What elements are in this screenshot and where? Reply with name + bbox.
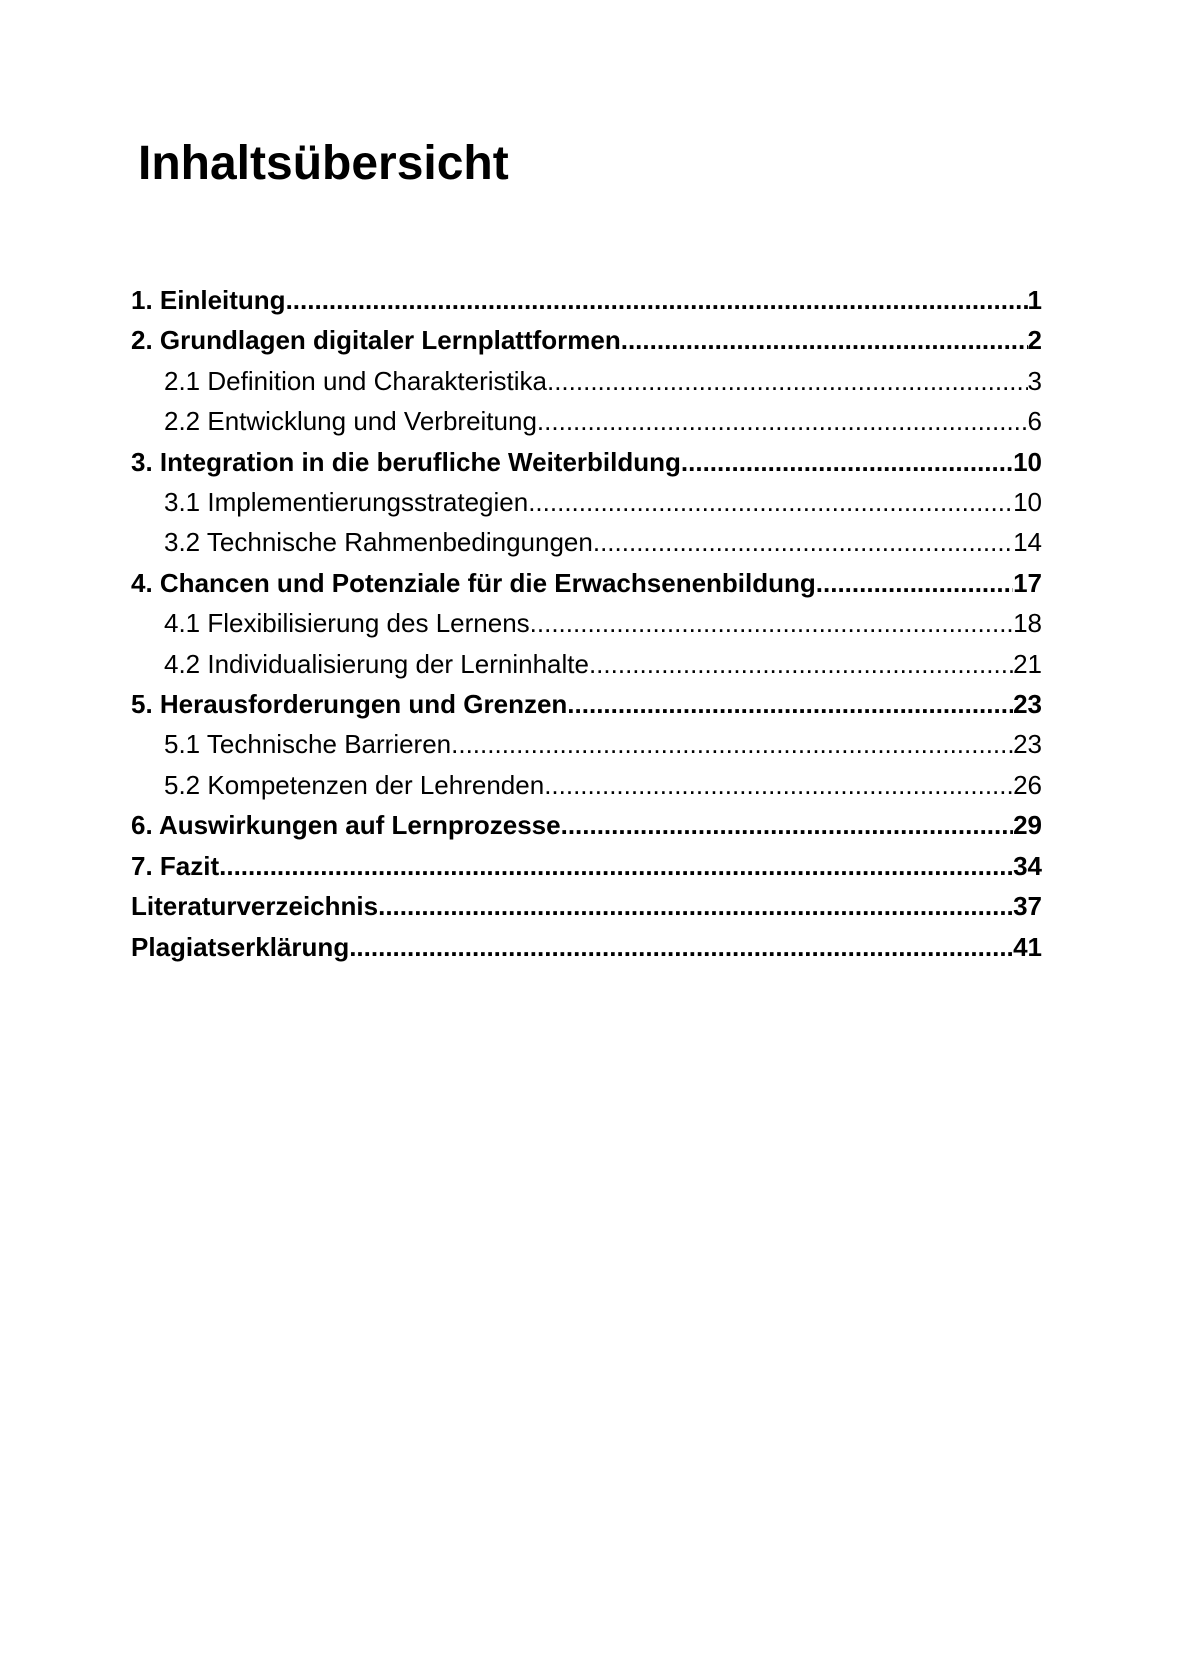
toc-leader-dots [219, 846, 1013, 886]
toc-entry-label: 2.1 Definition und Charakteristika [164, 365, 547, 396]
toc-leader-dots [593, 522, 1013, 562]
toc-leader-dots [537, 401, 1028, 441]
toc-leader-dots [567, 684, 1013, 724]
toc-entry-page: 17 [1013, 567, 1042, 598]
toc-entry [131, 361, 1042, 401]
toc-entry-label: 7. Fazit [131, 850, 220, 881]
toc-entry-page: 37 [1013, 891, 1042, 922]
toc-entry-label: 6. Auswirkungen auf Lernprozesse [131, 810, 561, 841]
toc-entry-label: Plagiatserklärung [131, 931, 350, 962]
toc-leader-dots [547, 361, 1028, 401]
toc-entry-label: 4. Chancen und Potenziale für die Erwachsenenbildung [131, 567, 816, 598]
toc-entry [131, 401, 1042, 441]
toc-entry [131, 724, 1042, 764]
toc-leader-dots [286, 280, 1028, 320]
toc-entry [131, 563, 1042, 603]
page-title: Inhaltsübersicht [138, 137, 509, 190]
toc-leader-dots [378, 886, 1013, 926]
toc-entry-label: 3. Integration in die berufliche Weiterbildung [131, 446, 681, 477]
toc-entry-page: 23 [1013, 729, 1042, 760]
toc-entry-page: 21 [1013, 648, 1042, 679]
toc-entry-label: 5. Herausforderungen und Grenzen [131, 689, 568, 720]
toc-leader-dots [681, 442, 1013, 482]
toc-entry-page: 29 [1013, 810, 1042, 841]
toc-entry [131, 644, 1042, 684]
toc-leader-dots [561, 805, 1013, 845]
toc-entry-page: 34 [1013, 850, 1042, 881]
toc-entry-label: Literaturverzeichnis [131, 891, 379, 922]
toc-entry-label: 2. Grundlagen digitaler Lernplattformen [131, 325, 621, 356]
toc-entry-label: 4.2 Individualisierung der Lerninhalte [164, 648, 589, 679]
toc-entry-label: 3.1 Implementierungsstrategien [164, 487, 529, 518]
toc-entry [131, 765, 1042, 805]
toc-entry-page: 1 [1027, 285, 1042, 315]
toc-entry-page: 26 [1013, 769, 1042, 800]
toc-entry-page: 10 [1013, 446, 1042, 477]
toc-entry-page: 14 [1013, 527, 1042, 558]
toc-entry [131, 442, 1042, 482]
toc-entry [131, 320, 1042, 360]
toc-leader-dots [349, 927, 1013, 967]
toc-entry [131, 886, 1042, 926]
toc-leader-dots [530, 603, 1013, 643]
toc-entry [131, 280, 1042, 320]
table-of-contents [131, 280, 1042, 967]
toc-leader-dots [589, 644, 1013, 684]
toc-entry-page: 2 [1027, 325, 1042, 356]
toc-entry [131, 603, 1042, 643]
toc-entry-label: 5.2 Kompetenzen der Lehrenden [164, 769, 545, 800]
toc-entry [131, 927, 1042, 967]
toc-leader-dots [528, 482, 1013, 522]
toc-entry-label: 5.1 Technische Barrieren [164, 729, 452, 760]
toc-entry [131, 846, 1042, 886]
toc-entry-page: 3 [1027, 365, 1042, 396]
toc-entry-page: 41 [1013, 931, 1042, 962]
toc-entry [131, 522, 1042, 562]
toc-entry-label: 4.1 Flexibilisierung des Lernens [164, 608, 530, 639]
toc-entry-page: 6 [1027, 406, 1042, 437]
toc-entry [131, 805, 1042, 845]
toc-entry-page: 10 [1013, 487, 1042, 518]
toc-leader-dots [451, 724, 1013, 764]
toc-leader-dots [621, 320, 1028, 360]
toc-entry-page: 23 [1013, 689, 1042, 720]
toc-entry [131, 684, 1042, 724]
toc-leader-dots [544, 765, 1013, 805]
toc-leader-dots [816, 563, 1013, 603]
toc-entry-label: 1. Einleitung [131, 285, 286, 315]
toc-entry-label: 2.2 Entwicklung und Verbreitung [164, 406, 537, 437]
toc-entry-page: 18 [1013, 608, 1042, 639]
toc-entry-label: 3.2 Technische Rahmenbedingungen [164, 527, 593, 558]
toc-entry [131, 482, 1042, 522]
